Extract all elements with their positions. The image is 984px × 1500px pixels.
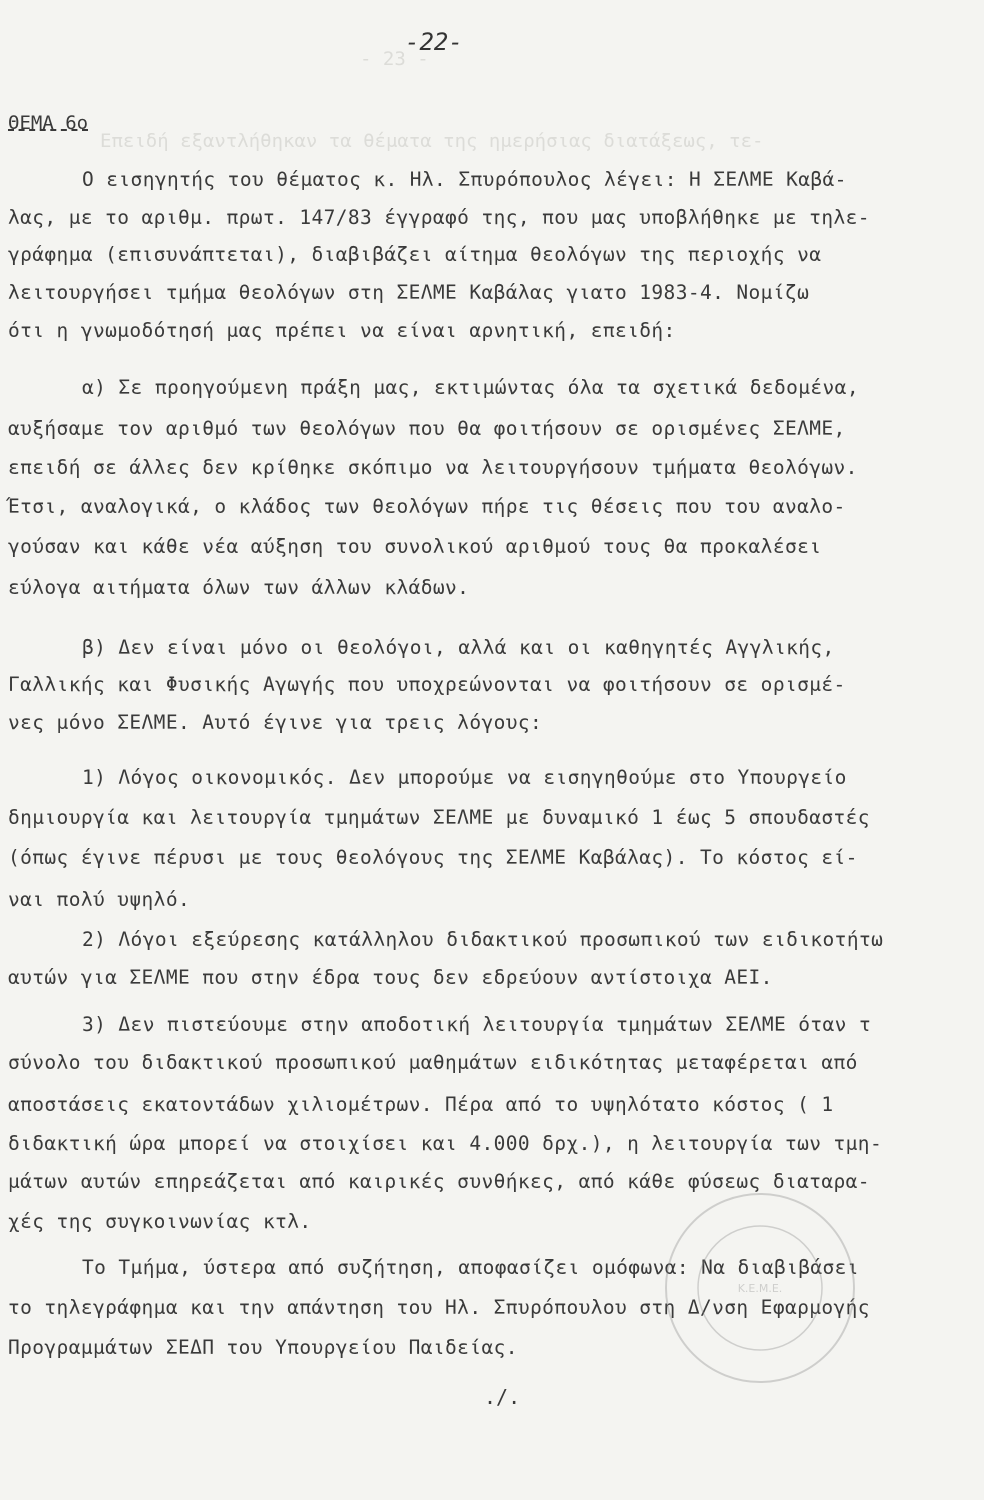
text-line: διδακτική ώρα μπορεί να στοιχίσει και 4.000 δρχ.), η λειτουργία των τμη- (8, 1132, 883, 1155)
text-line: α) Σε προηγούμενη πράξη μας, εκτιμώντας όλα τα σχετικά δεδομένα, (82, 376, 859, 399)
closing-mark: ./. (484, 1385, 521, 1409)
text-line: αποστάσεις εκατοντάδων χιλιομέτρων. Πέρα από το υψηλότατο κόστος ( 1 (8, 1093, 834, 1116)
bleed-through-text: - 23 - (360, 48, 429, 70)
text-line: σύνολο του διδακτικού προσωπικού μαθημάτων ειδικότητας μεταφέρεται από (8, 1051, 858, 1074)
text-line: λειτουργήσει τμήμα θεολόγων στη ΣΕΛΜΕ Καβάλας γιατο 1983-4. Νομίζω (8, 281, 810, 304)
page-number: -22- (405, 28, 463, 56)
text-line: 3) Δεν πιστεύουμε στην αποδοτική λειτουργία τμημάτων ΣΕΛΜΕ όταν τ (82, 1013, 872, 1036)
text-line: (όπως έγινε πέρυσι με τους θεολόγους της ΣΕΛΜΕ Καβάλας). Το κόστος εί- (8, 846, 858, 869)
text-line: ναι πολύ υψηλό. (8, 888, 191, 911)
text-line: αυξήσαμε τον αριθμό των θεολόγων που θα φοιτήσουν σε ορισμένες ΣΕΛΜΕ, (8, 417, 846, 440)
text-line: γράφημα (επισυνάπτεται), διαβιβάζει αίτημα θεολόγων της περιοχής να (8, 243, 822, 266)
bleed-through-text: Επειδή εξαντλήθηκαν τα θέματα της ημερήσιας διατάξεως, τε- (100, 130, 764, 152)
text-line: μάτων αυτών επηρεάζεται από καιρικές συνθήκες, από κάθε φύσεως διαταρα- (8, 1170, 870, 1193)
official-stamp (660, 1188, 860, 1388)
text-line: το τηλεγράφημα και την απάντηση του Ηλ. Σπυρόπουλου στη Δ/νση Εφαρμογής (8, 1296, 870, 1319)
text-line: λας, με το αριθμ. πρωτ. 147/83 έγγραφό της, που μας υποβλήθηκε με τηλε- (8, 206, 870, 229)
text-line: γούσαν και κάθε νέα αύξηση του συνολικού αριθμού τους θα προκαλέσει (8, 535, 822, 558)
text-line: ότι η γνωμοδότησή μας πρέπει να είναι αρνητική, επειδή: (8, 319, 676, 342)
text-line: χές της συγκοινωνίας κτλ. (8, 1210, 312, 1233)
text-line: Το Τμήμα, ύστερα από συζήτηση, αποφασίζει ομόφωνα: Να διαβιβάσει (82, 1256, 859, 1279)
text-line: Γαλλικής και Φυσικής Αγωγής που υποχρεώνονται να φοιτήσουν σε ορισμέ- (8, 673, 846, 696)
text-line: Ο εισηγητής του θέματος κ. Ηλ. Σπυρόπουλος λέγει: Η ΣΕΛΜΕ Καβά- (82, 168, 847, 191)
text-line: Προγραμμάτων ΣΕΔΠ του Υπουργείου Παιδείας. (8, 1336, 518, 1359)
text-line: δημιουργία και λειτουργία τμημάτων ΣΕΛΜΕ με δυναμικό 1 έως 5 σπουδαστές (8, 806, 870, 829)
text-line: εύλογα αιτήματα όλων των άλλων κλάδων. (8, 576, 470, 599)
text-line: επειδή σε άλλες δεν κρίθηκε σκόπιμο να λειτουργήσουν τμήματα θεολόγων. (8, 456, 858, 479)
stamp-label: Κ.Ε.Μ.Ε. (737, 1282, 783, 1295)
text-line: β) Δεν είναι μόνο οι θεολόγοι, αλλά και οι καθηγητές Αγγλικής, (82, 636, 835, 659)
section-heading: ΘΕΜΑ 6ο (8, 112, 89, 134)
text-line: 1) Λόγος οικονομικός. Δεν μπορούμε να εισηγηθούμε στο Υπουργείο (82, 766, 847, 789)
text-line: Έτσι, αναλογικά, ο κλάδος των θεολόγων πήρε τις θέσεις που του αναλο- (8, 495, 846, 518)
text-line: αυτών για ΣΕΛΜΕ που στην έδρα τους δεν εδρεύουν αντίστοιχα ΑΕΙ. (8, 966, 773, 989)
text-line: νες μόνο ΣΕΛΜΕ. Αυτό έγινε για τρεις λόγους: (8, 711, 543, 734)
text-line: 2) Λόγοι εξεύρεσης κατάλληλου διδακτικού προσωπικού των ειδικοτήτω (82, 928, 884, 951)
